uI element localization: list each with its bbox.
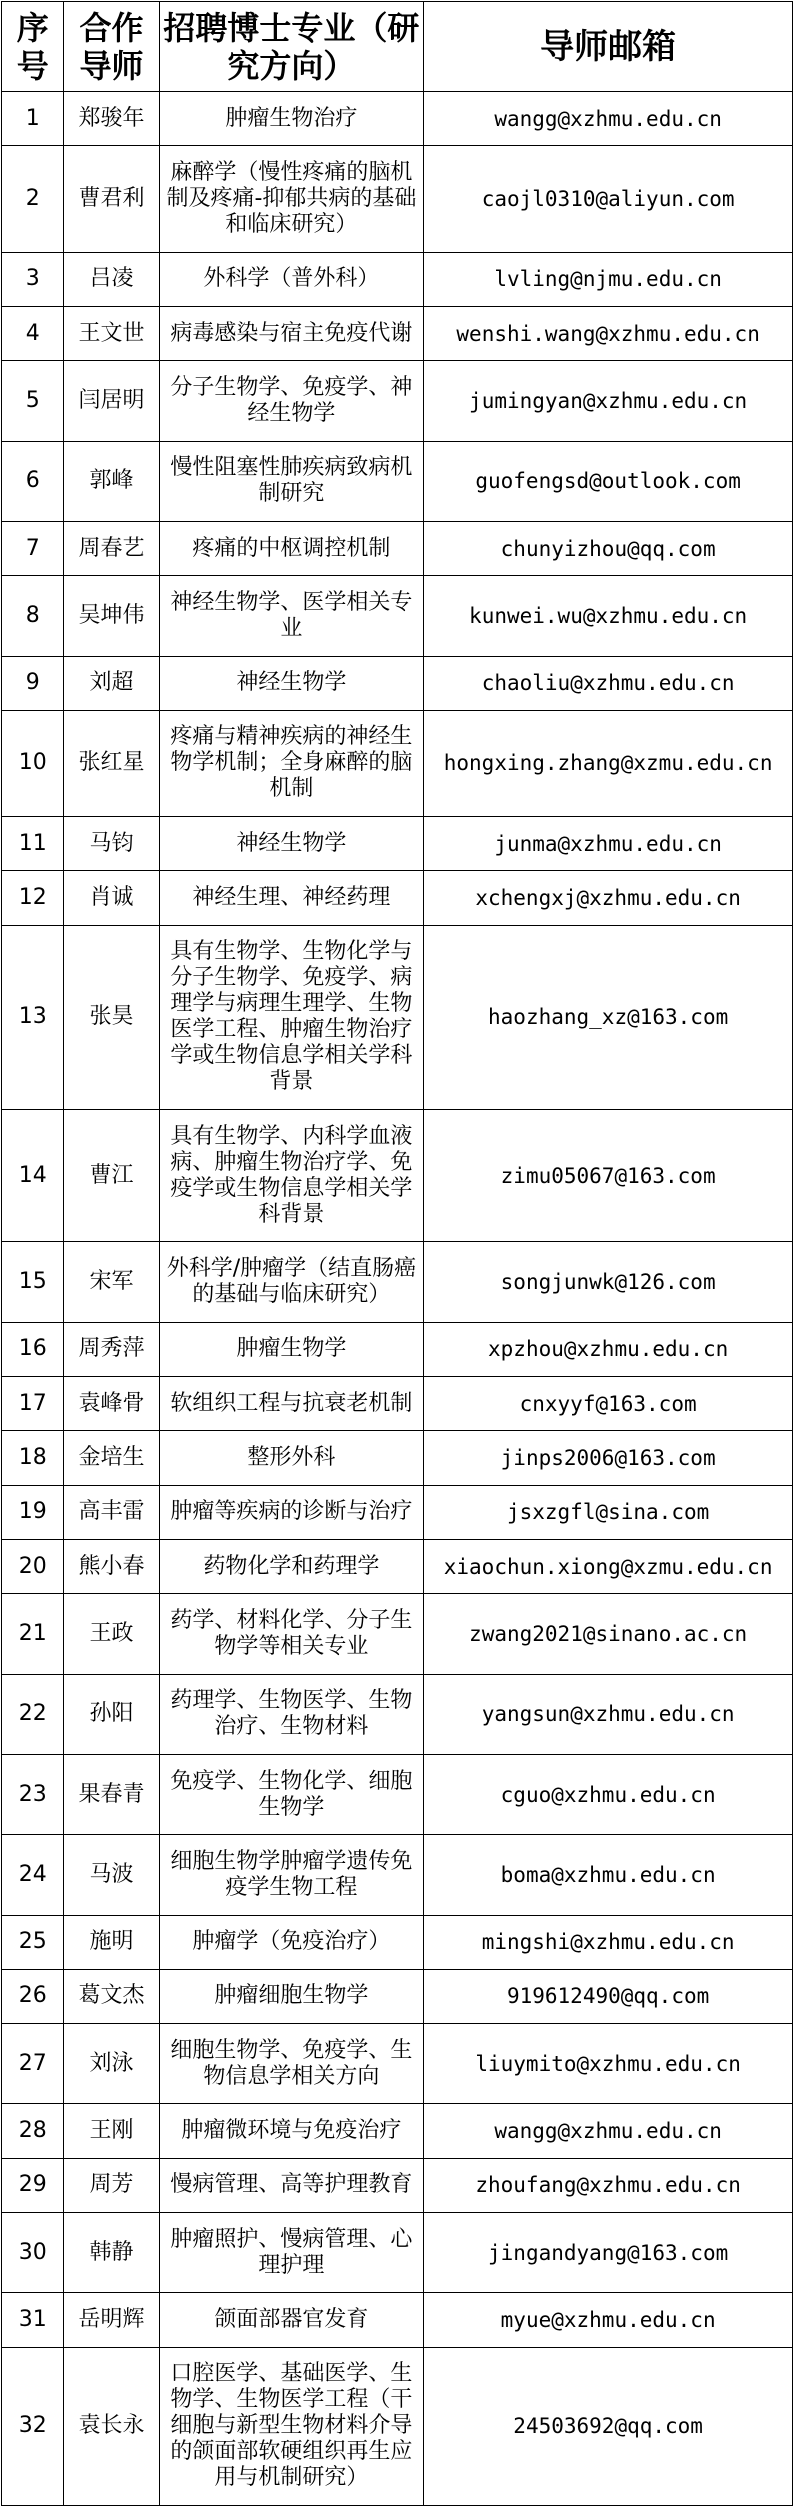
- advisor-email: haozhang_xz@163.com: [424, 925, 793, 1109]
- row-number: 15: [2, 1242, 64, 1322]
- advisor-name: 王政: [64, 1594, 159, 1674]
- advisor-email: zhoufang@xzhmu.edu.cn: [424, 2158, 793, 2212]
- row-number: 9: [2, 656, 64, 710]
- advisor-email: liuymito@xzhmu.edu.cn: [424, 2024, 793, 2104]
- advisor-name: 周秀萍: [64, 1322, 159, 1376]
- row-number: 31: [2, 2293, 64, 2347]
- advisor-email: 24503692@qq.com: [424, 2347, 793, 2505]
- row-number: 24: [2, 1835, 64, 1915]
- advisor-name: 刘超: [64, 656, 159, 710]
- research-direction: 外科学（普外科）: [159, 252, 424, 306]
- advisor-name: 周芳: [64, 2158, 159, 2212]
- research-direction: 软组织工程与抗衰老机制: [159, 1377, 424, 1431]
- research-direction: 口腔医学、基础医学、生物学、生物医学工程（干细胞与新型生物材料介导的颌面部软硬组织再生应用与机制研究）: [159, 2347, 424, 2505]
- advisor-name: 果春青: [64, 1754, 159, 1834]
- row-number: 5: [2, 361, 64, 441]
- table-row: [2, 2293, 793, 2347]
- advisor-name: 葛文杰: [64, 1969, 159, 2023]
- table-row: [2, 2158, 793, 2212]
- table-row: [2, 1539, 793, 1593]
- research-direction: 肿瘤生物学: [159, 1322, 424, 1376]
- research-direction: 药学、材料化学、分子生物学等相关专业: [159, 1594, 424, 1674]
- row-number: 10: [2, 710, 64, 816]
- advisor-email: hongxing.zhang@xzmu.edu.cn: [424, 710, 793, 816]
- table-row: [2, 576, 793, 656]
- advisor-name: 高丰雷: [64, 1485, 159, 1539]
- advisor-email: mingshi@xzhmu.edu.cn: [424, 1915, 793, 1969]
- research-direction: 疼痛与精神疾病的神经生物学机制；全身麻醉的脑机制: [159, 710, 424, 816]
- supervisor-table: [1, 1, 793, 2506]
- research-direction: 具有生物学、生物化学与分子生物学、免疫学、病理学与病理生理学、生物医学工程、肿瘤生物治疗学或生物信息学相关学科背景: [159, 925, 424, 1109]
- row-number: 17: [2, 1377, 64, 1431]
- advisor-email: xpzhou@xzhmu.edu.cn: [424, 1322, 793, 1376]
- table-body: [2, 92, 793, 2506]
- advisor-email: chunyizhou@qq.com: [424, 521, 793, 575]
- row-number: 4: [2, 306, 64, 360]
- row-number: 26: [2, 1969, 64, 2023]
- advisor-email: cguo@xzhmu.edu.cn: [424, 1754, 793, 1834]
- table-row: [2, 817, 793, 871]
- advisor-email: xiaochun.xiong@xzmu.edu.cn: [424, 1539, 793, 1593]
- table-row: [2, 871, 793, 925]
- research-direction: 肿瘤细胞生物学: [159, 1969, 424, 2023]
- advisor-name: 吕凌: [64, 252, 159, 306]
- row-number: 23: [2, 1754, 64, 1834]
- row-number: 11: [2, 817, 64, 871]
- row-number: 20: [2, 1539, 64, 1593]
- advisor-name: 张昊: [64, 925, 159, 1109]
- advisor-email: zwang2021@sinano.ac.cn: [424, 1594, 793, 1674]
- advisor-email: 919612490@qq.com: [424, 1969, 793, 2023]
- advisor-name: 闫居明: [64, 361, 159, 441]
- row-number: 19: [2, 1485, 64, 1539]
- table-row: [2, 1969, 793, 2023]
- research-direction: 外科学/肿瘤学（结直肠癌的基础与临床研究）: [159, 1242, 424, 1322]
- table-row: [2, 710, 793, 816]
- row-number: 3: [2, 252, 64, 306]
- advisor-email: jinps2006@163.com: [424, 1431, 793, 1485]
- table-row: [2, 92, 793, 146]
- advisor-name: 韩静: [64, 2213, 159, 2293]
- table-row: [2, 521, 793, 575]
- table-row: [2, 2104, 793, 2158]
- advisor-email: lvling@njmu.edu.cn: [424, 252, 793, 306]
- table-row: [2, 1915, 793, 1969]
- table-row: [2, 1431, 793, 1485]
- table-row: [2, 1835, 793, 1915]
- header-name: 合作导师: [64, 2, 159, 92]
- row-number: 12: [2, 871, 64, 925]
- table-row: [2, 2024, 793, 2104]
- research-direction: 药理学、生物医学、生物治疗、生物材料: [159, 1674, 424, 1754]
- advisor-email: jsxzgfl@sina.com: [424, 1485, 793, 1539]
- advisor-name: 肖诚: [64, 871, 159, 925]
- advisor-email: xchengxj@xzhmu.edu.cn: [424, 871, 793, 925]
- research-direction: 肿瘤等疾病的诊断与治疗: [159, 1485, 424, 1539]
- advisor-email: wenshi.wang@xzhmu.edu.cn: [424, 306, 793, 360]
- row-number: 28: [2, 2104, 64, 2158]
- row-number: 2: [2, 146, 64, 252]
- research-direction: 细胞生物学、免疫学、生物信息学相关方向: [159, 2024, 424, 2104]
- advisor-name: 刘泳: [64, 2024, 159, 2104]
- advisor-name: 王刚: [64, 2104, 159, 2158]
- advisor-email: yangsun@xzhmu.edu.cn: [424, 1674, 793, 1754]
- advisor-email: guofengsd@outlook.com: [424, 441, 793, 521]
- advisor-name: 熊小春: [64, 1539, 159, 1593]
- row-number: 32: [2, 2347, 64, 2505]
- research-direction: 慢病管理、高等护理教育: [159, 2158, 424, 2212]
- advisor-email: caojl0310@aliyun.com: [424, 146, 793, 252]
- table-row: [2, 252, 793, 306]
- row-number: 13: [2, 925, 64, 1109]
- advisor-name: 宋军: [64, 1242, 159, 1322]
- advisor-email: jingandyang@163.com: [424, 2213, 793, 2293]
- table-row: [2, 1322, 793, 1376]
- research-direction: 整形外科: [159, 1431, 424, 1485]
- header-email: 导师邮箱: [424, 2, 793, 92]
- research-direction: 分子生物学、免疫学、神经生物学: [159, 361, 424, 441]
- advisor-email: myue@xzhmu.edu.cn: [424, 2293, 793, 2347]
- advisor-email: wangg@xzhmu.edu.cn: [424, 92, 793, 146]
- advisor-email: songjunwk@126.com: [424, 1242, 793, 1322]
- advisor-email: junma@xzhmu.edu.cn: [424, 817, 793, 871]
- research-direction: 免疫学、生物化学、细胞生物学: [159, 1754, 424, 1834]
- advisor-email: kunwei.wu@xzhmu.edu.cn: [424, 576, 793, 656]
- header-major: 招聘博士专业（研究方向）: [159, 2, 424, 92]
- advisor-name: 马钧: [64, 817, 159, 871]
- advisor-name: 周春艺: [64, 521, 159, 575]
- row-number: 21: [2, 1594, 64, 1674]
- row-number: 27: [2, 2024, 64, 2104]
- row-number: 8: [2, 576, 64, 656]
- row-number: 29: [2, 2158, 64, 2212]
- advisor-email: cnxyyf@163.com: [424, 1377, 793, 1431]
- research-direction: 神经生物学、医学相关专业: [159, 576, 424, 656]
- advisor-name: 曹君利: [64, 146, 159, 252]
- advisor-email: jumingyan@xzhmu.edu.cn: [424, 361, 793, 441]
- advisor-name: 曹江: [64, 1110, 159, 1242]
- research-direction: 神经生物学: [159, 817, 424, 871]
- table-row: [2, 1110, 793, 1242]
- table-row: [2, 925, 793, 1109]
- advisor-name: 岳明辉: [64, 2293, 159, 2347]
- advisor-name: 袁峰骨: [64, 1377, 159, 1431]
- research-direction: 疼痛的中枢调控机制: [159, 521, 424, 575]
- advisor-name: 袁长永: [64, 2347, 159, 2505]
- research-direction: 肿瘤生物治疗: [159, 92, 424, 146]
- row-number: 30: [2, 2213, 64, 2293]
- research-direction: 细胞生物学肿瘤学遗传免疫学生物工程: [159, 1835, 424, 1915]
- advisor-name: 郑骏年: [64, 92, 159, 146]
- row-number: 25: [2, 1915, 64, 1969]
- advisor-name: 金培生: [64, 1431, 159, 1485]
- research-direction: 具有生物学、内科学血液病、肿瘤生物治疗学、免疫学或生物信息学相关学科背景: [159, 1110, 424, 1242]
- advisor-email: chaoliu@xzhmu.edu.cn: [424, 656, 793, 710]
- table-header: [2, 2, 793, 92]
- advisor-name: 吴坤伟: [64, 576, 159, 656]
- advisor-name: 王文世: [64, 306, 159, 360]
- table-row: [2, 2213, 793, 2293]
- row-number: 22: [2, 1674, 64, 1754]
- row-number: 14: [2, 1110, 64, 1242]
- research-direction: 颌面部器官发育: [159, 2293, 424, 2347]
- table-row: [2, 441, 793, 521]
- research-direction: 神经生理、神经药理: [159, 871, 424, 925]
- research-direction: 病毒感染与宿主免疫代谢: [159, 306, 424, 360]
- table-row: [2, 146, 793, 252]
- table-row: [2, 656, 793, 710]
- advisor-name: 孙阳: [64, 1674, 159, 1754]
- row-number: 7: [2, 521, 64, 575]
- header-no: 序号: [2, 2, 64, 92]
- advisor-name: 施明: [64, 1915, 159, 1969]
- table-row: [2, 1485, 793, 1539]
- research-direction: 肿瘤学（免疫治疗）: [159, 1915, 424, 1969]
- table-row: [2, 1754, 793, 1834]
- table-row: [2, 1377, 793, 1431]
- row-number: 16: [2, 1322, 64, 1376]
- table-row: [2, 1242, 793, 1322]
- table-row: [2, 2347, 793, 2505]
- research-direction: 肿瘤微环境与免疫治疗: [159, 2104, 424, 2158]
- research-direction: 肿瘤照护、慢病管理、心理护理: [159, 2213, 424, 2293]
- row-number: 6: [2, 441, 64, 521]
- header-row: [2, 2, 793, 92]
- table-row: [2, 1594, 793, 1674]
- table-row: [2, 361, 793, 441]
- research-direction: 慢性阻塞性肺疾病致病机制研究: [159, 441, 424, 521]
- table-row: [2, 1674, 793, 1754]
- row-number: 18: [2, 1431, 64, 1485]
- table-row: [2, 306, 793, 360]
- advisor-email: wangg@xzhmu.edu.cn: [424, 2104, 793, 2158]
- research-direction: 神经生物学: [159, 656, 424, 710]
- advisor-name: 张红星: [64, 710, 159, 816]
- advisor-name: 马波: [64, 1835, 159, 1915]
- research-direction: 麻醉学（慢性疼痛的脑机制及疼痛-抑郁共病的基础和临床研究）: [159, 146, 424, 252]
- row-number: 1: [2, 92, 64, 146]
- advisor-email: zimu05067@163.com: [424, 1110, 793, 1242]
- advisor-email: boma@xzhmu.edu.cn: [424, 1835, 793, 1915]
- advisor-name: 郭峰: [64, 441, 159, 521]
- research-direction: 药物化学和药理学: [159, 1539, 424, 1593]
